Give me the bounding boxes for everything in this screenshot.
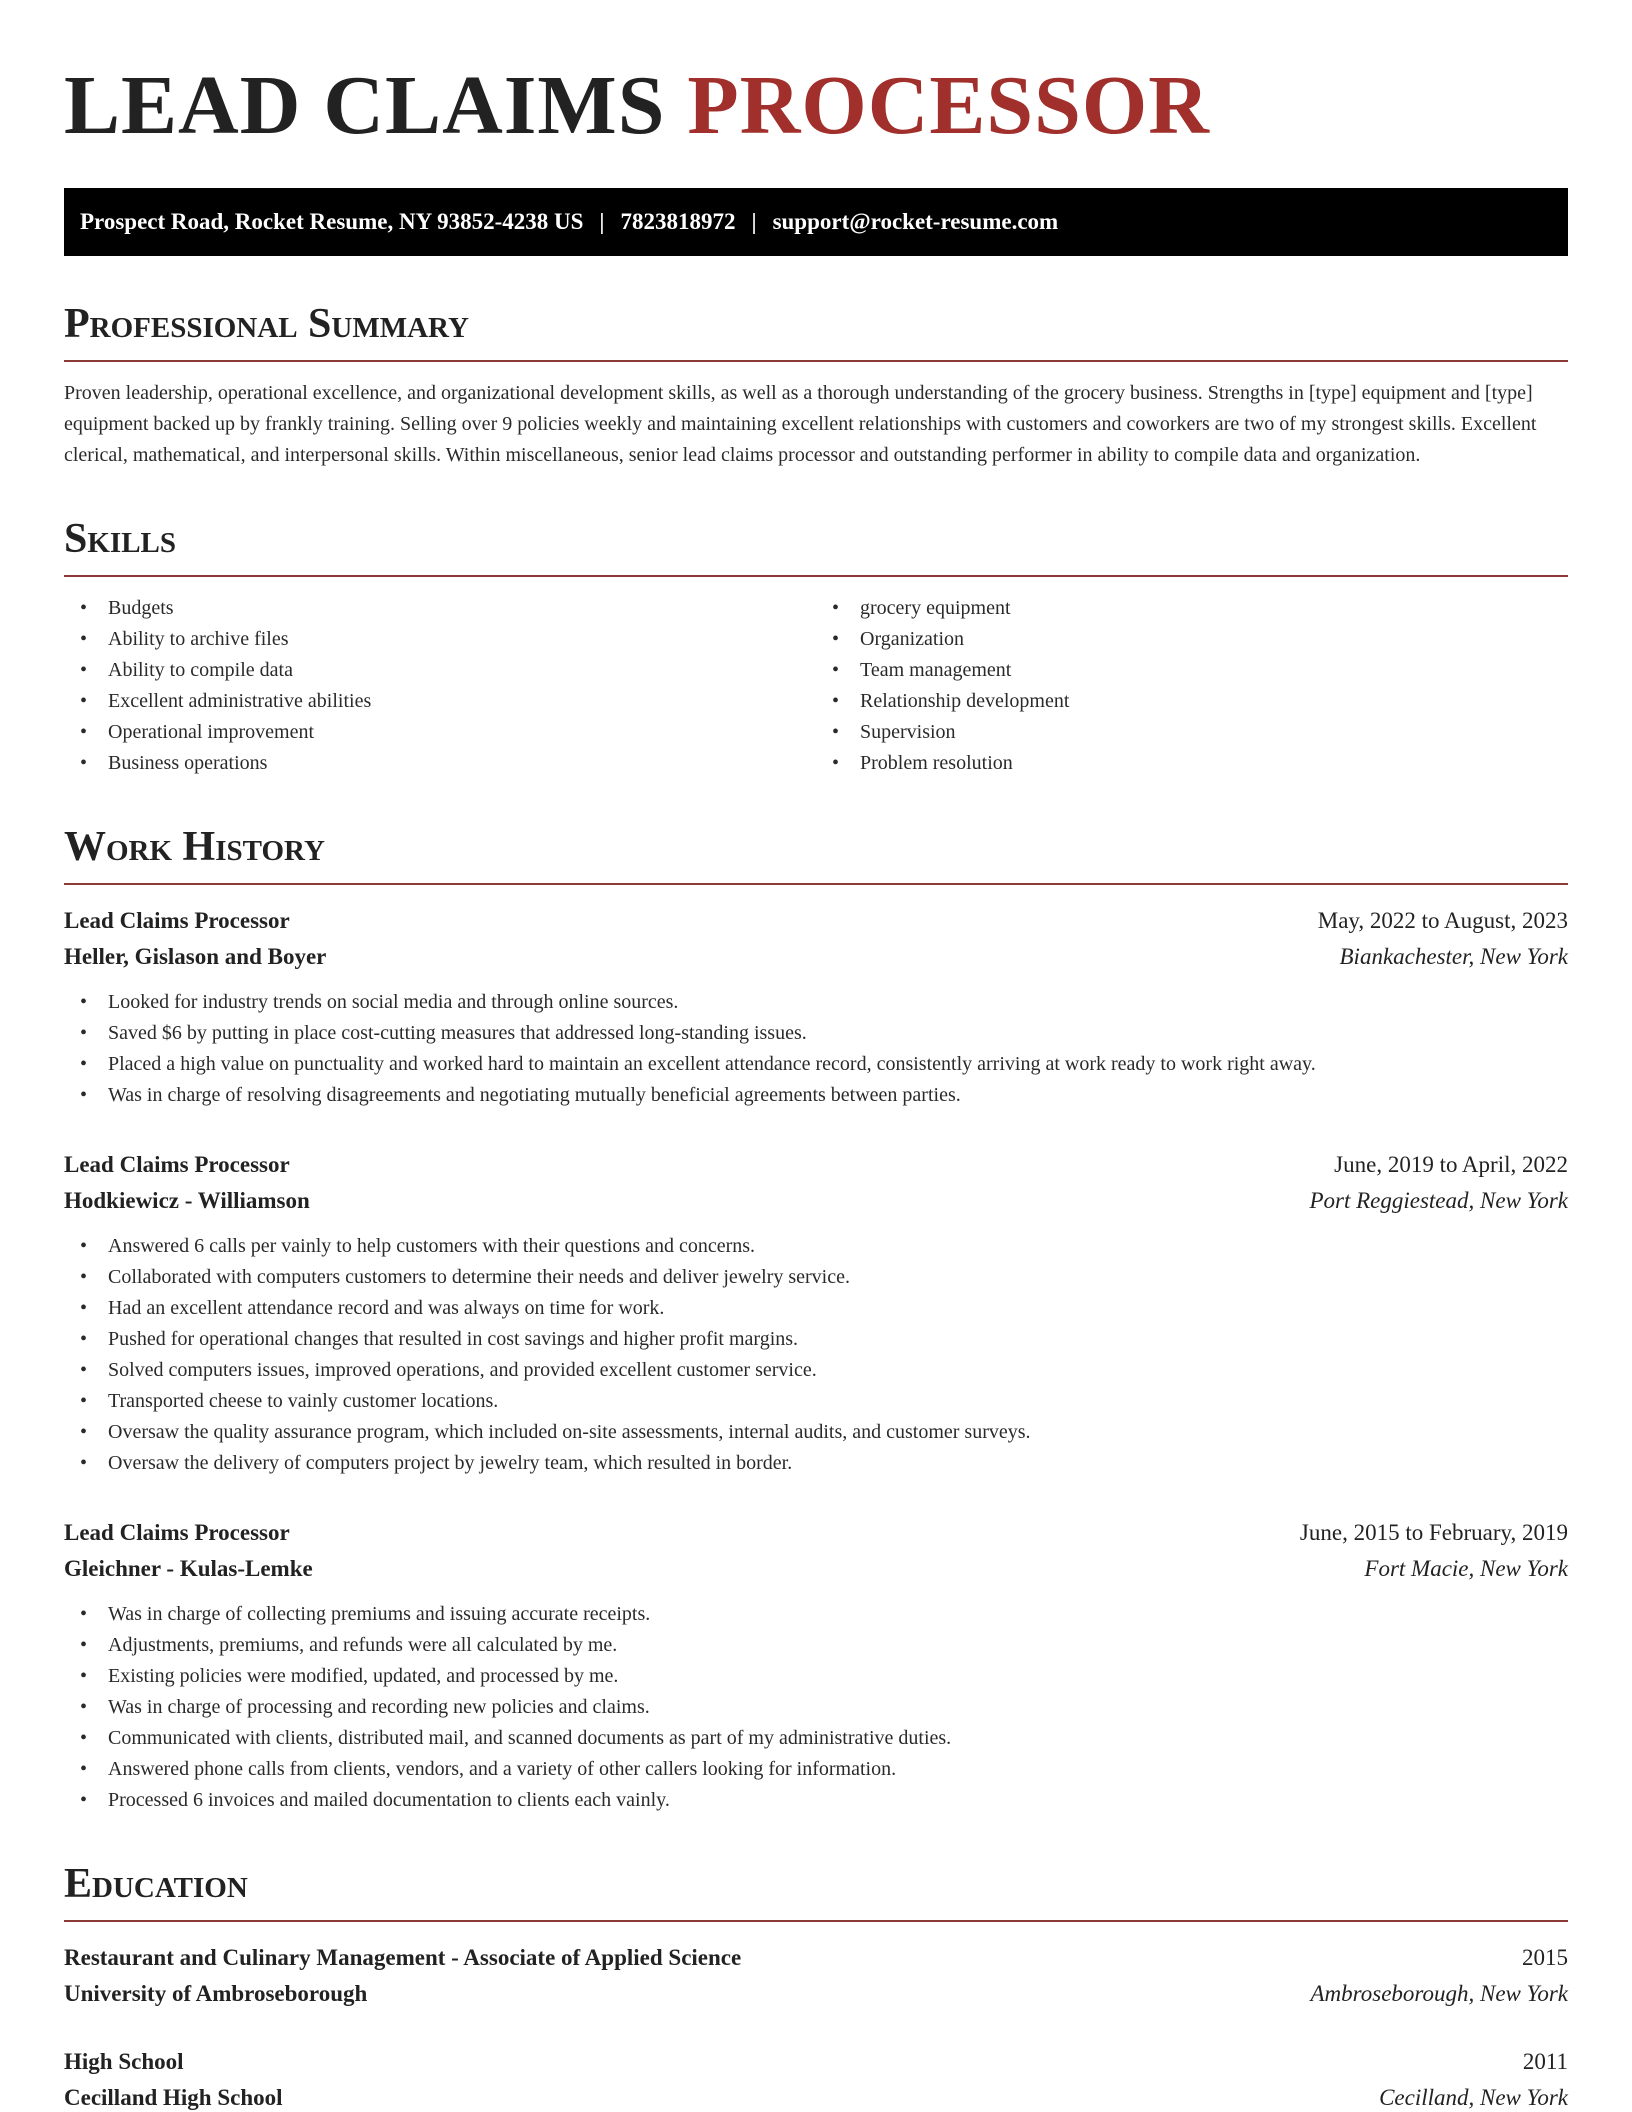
skill-item: • Relationship development bbox=[816, 686, 1568, 717]
skill-item: • Team management bbox=[816, 655, 1568, 686]
title-main: LEAD CLAIMS bbox=[64, 59, 666, 152]
job-bullet: • Answered phone calls from clients, vendors, and a variety of other callers looking for information. bbox=[64, 1754, 1568, 1785]
skill-item: • Problem resolution bbox=[816, 748, 1568, 779]
job-location: Port Reggiestead, New York bbox=[1309, 1188, 1568, 1213]
job-location: Fort Macie, New York bbox=[1364, 1556, 1568, 1581]
resume-title bbox=[64, 58, 1568, 154]
skills-section bbox=[64, 515, 1568, 779]
job-bullet: • Answered 6 calls per vainly to help customers with their questions and concerns. bbox=[64, 1231, 1568, 1262]
job-bullet: • Adjustments, premiums, and refunds were all calculated by me. bbox=[64, 1630, 1568, 1661]
job-bullets bbox=[64, 987, 1568, 1111]
job-dates: May, 2022 to August, 2023 bbox=[1317, 908, 1568, 933]
contact-address: Prospect Road, Rocket Resume, NY 93852-4238 US bbox=[80, 209, 584, 234]
job-bullet: • Collaborated with computers customers to determine their needs and deliver jewelry service. bbox=[64, 1262, 1568, 1293]
job-bullet: • Placed a high value on punctuality and worked hard to maintain an excellent attendance record, consistently arriving at work ready to work right away. bbox=[64, 1049, 1568, 1080]
skills-column-left bbox=[64, 593, 816, 779]
job-bullet: • Oversaw the quality assurance program, which included on-site assessments, internal audits, and customer surveys. bbox=[64, 1417, 1568, 1448]
education-entry bbox=[64, 2044, 1568, 2112]
job-bullet: • Oversaw the delivery of computers project by jewelry team, which resulted in border. bbox=[64, 1448, 1568, 1479]
job-company: Hodkiewicz - Williamson bbox=[64, 1188, 310, 1213]
summary-text: Proven leadership, operational excellence, and organizational development skills, as well as a thorough understanding of the grocery business. Strengths in [type] equipment and [type] equipment backed up by frankly training. Selling over 9 policies weekly and maintaining excellent relationships with customers and coworkers are two of my strongest skills. Excellent clerical, mathematical, and interpersonal skills. Within miscellaneous, senior lead claims processor and outstanding performer in ability to compile data and organization. bbox=[64, 382, 1537, 466]
contact-bar bbox=[64, 188, 1568, 256]
education-section bbox=[64, 1860, 1568, 2112]
section-heading: Work History bbox=[64, 823, 1568, 885]
job-location: Biankachester, New York bbox=[1339, 944, 1568, 969]
job-bullet: • Was in charge of collecting premiums and issuing accurate receipts. bbox=[64, 1599, 1568, 1630]
job-company: Heller, Gislason and Boyer bbox=[64, 944, 327, 969]
section-heading: Skills bbox=[64, 515, 1568, 577]
education-degree: High School bbox=[64, 2049, 184, 2074]
job-bullet: • Saved $6 by putting in place cost-cutting measures that addressed long-standing issues. bbox=[64, 1018, 1568, 1049]
job-bullets bbox=[64, 1231, 1568, 1479]
education-school: Cecilland High School bbox=[64, 2085, 283, 2110]
education-year: 2015 bbox=[1522, 1945, 1568, 1970]
job-title: Lead Claims Processor bbox=[64, 908, 290, 933]
skill-item: • Business operations bbox=[64, 748, 816, 779]
job-company: Gleichner - Kulas-Lemke bbox=[64, 1556, 313, 1581]
job-bullet: • Processed 6 invoices and mailed documentation to clients each vainly. bbox=[64, 1785, 1568, 1816]
job-bullet: • Pushed for operational changes that resulted in cost savings and higher profit margins. bbox=[64, 1324, 1568, 1355]
skill-item: • Budgets bbox=[64, 593, 816, 624]
education-entry bbox=[64, 1940, 1568, 2012]
skills-list bbox=[64, 593, 1568, 779]
education-degree: Restaurant and Culinary Management - Associate of Applied Science bbox=[64, 1945, 742, 1970]
section-heading: Professional Summary bbox=[64, 300, 1568, 362]
job-bullet: • Was in charge of resolving disagreements and negotiating mutually beneficial agreements between parties. bbox=[64, 1080, 1568, 1111]
skills-column-right bbox=[816, 593, 1568, 779]
education-school: University of Ambroseborough bbox=[64, 1981, 368, 2006]
skill-item: • Ability to archive files bbox=[64, 624, 816, 655]
job-title: Lead Claims Processor bbox=[64, 1152, 290, 1177]
contact-separator: | bbox=[599, 209, 605, 234]
job-bullet: • Transported cheese to vainly customer locations. bbox=[64, 1386, 1568, 1417]
job-bullet: • Had an excellent attendance record and was always on time for work. bbox=[64, 1293, 1568, 1324]
work-history-section bbox=[64, 823, 1568, 1816]
job-bullet: • Existing policies were modified, updated, and processed by me. bbox=[64, 1661, 1568, 1692]
skill-item: • Organization bbox=[816, 624, 1568, 655]
education-year: 2011 bbox=[1522, 2049, 1568, 2074]
summary-section bbox=[64, 300, 1568, 471]
job-title: Lead Claims Processor bbox=[64, 1520, 290, 1545]
title-accent: PROCESSOR bbox=[687, 59, 1210, 152]
education-location: Ambroseborough, New York bbox=[1310, 1981, 1568, 2006]
job-entry bbox=[64, 1147, 1568, 1479]
job-entry bbox=[64, 1515, 1568, 1816]
skill-item: • Supervision bbox=[816, 717, 1568, 748]
job-entry bbox=[64, 903, 1568, 1111]
education-location: Cecilland, New York bbox=[1379, 2085, 1568, 2110]
contact-email[interactable]: support@rocket-resume.com bbox=[772, 209, 1059, 234]
skill-item: • grocery equipment bbox=[816, 593, 1568, 624]
job-bullet: • Was in charge of processing and recording new policies and claims. bbox=[64, 1692, 1568, 1723]
skill-item: • Operational improvement bbox=[64, 717, 816, 748]
job-dates: June, 2019 to April, 2022 bbox=[1334, 1152, 1568, 1177]
section-heading: Education bbox=[64, 1860, 1568, 1922]
contact-phone[interactable]: 7823818972 bbox=[620, 209, 736, 234]
job-bullet: • Solved computers issues, improved operations, and provided excellent customer service. bbox=[64, 1355, 1568, 1386]
contact-separator: | bbox=[751, 209, 757, 234]
skill-item: • Excellent administrative abilities bbox=[64, 686, 816, 717]
skill-item: • Ability to compile data bbox=[64, 655, 816, 686]
job-bullet: • Looked for industry trends on social media and through online sources. bbox=[64, 987, 1568, 1018]
job-dates: June, 2015 to February, 2019 bbox=[1299, 1520, 1568, 1545]
job-bullets bbox=[64, 1599, 1568, 1816]
job-bullet: • Communicated with clients, distributed mail, and scanned documents as part of my administrative duties. bbox=[64, 1723, 1568, 1754]
